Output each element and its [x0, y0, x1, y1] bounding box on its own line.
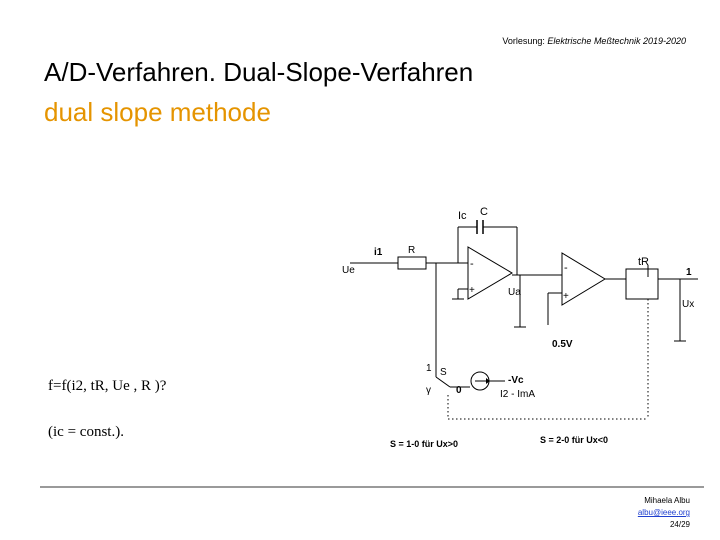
- label-i1: i1: [374, 247, 383, 258]
- label-one-switch: 1: [426, 363, 432, 374]
- footer: [638, 495, 690, 531]
- label-plus-comparator: +: [563, 291, 569, 302]
- label-ic: Ic: [458, 210, 467, 222]
- label-tr: tR: [638, 256, 649, 268]
- label-s-right: S = 2-0 für Ux<0: [540, 435, 609, 445]
- note: (ic = const.).: [48, 424, 124, 440]
- label-i2: I2 - ImA: [500, 389, 536, 400]
- lecture-course: Elektrische Meßtechnik 2019-2020: [547, 36, 686, 46]
- dual-slope-circuit-diagram: [330, 195, 710, 457]
- label-minus-integrator: -: [470, 258, 474, 270]
- lecture-prefix: Vorlesung:: [502, 36, 548, 46]
- label-ux: Ux: [682, 299, 695, 310]
- lecture-header: [502, 36, 686, 46]
- label-gamma: γ: [426, 385, 431, 396]
- label-ue: Ue: [342, 265, 355, 276]
- label-voltage: 0.5V: [552, 339, 573, 350]
- footer-author: Mihaela Albu: [644, 496, 690, 505]
- label-s-left: S = 1-0 für Ux>0: [390, 439, 459, 449]
- label-one-right: 1: [686, 267, 692, 278]
- label-minus-vc: -Vc: [508, 375, 524, 386]
- label-s: S: [440, 367, 447, 378]
- label-c: C: [480, 206, 488, 218]
- slide-subtitle: dual slope methode: [44, 97, 271, 127]
- label-zero: 0: [456, 385, 462, 396]
- formula: f=f(i2, tR, Ue , R )?: [48, 378, 167, 394]
- label-minus-comparator: -: [564, 262, 568, 274]
- label-r: R: [408, 245, 416, 256]
- footer-email-link[interactable]: albu@ieee.org: [637, 508, 690, 517]
- footer-page-number: 24/29: [669, 520, 690, 529]
- slide-title: A/D-Verfahren. Dual-Slope-Verfahren: [44, 57, 474, 87]
- footer-divider: [40, 486, 704, 488]
- label-plus-integrator: +: [469, 285, 475, 296]
- label-ua: Ua: [508, 287, 521, 298]
